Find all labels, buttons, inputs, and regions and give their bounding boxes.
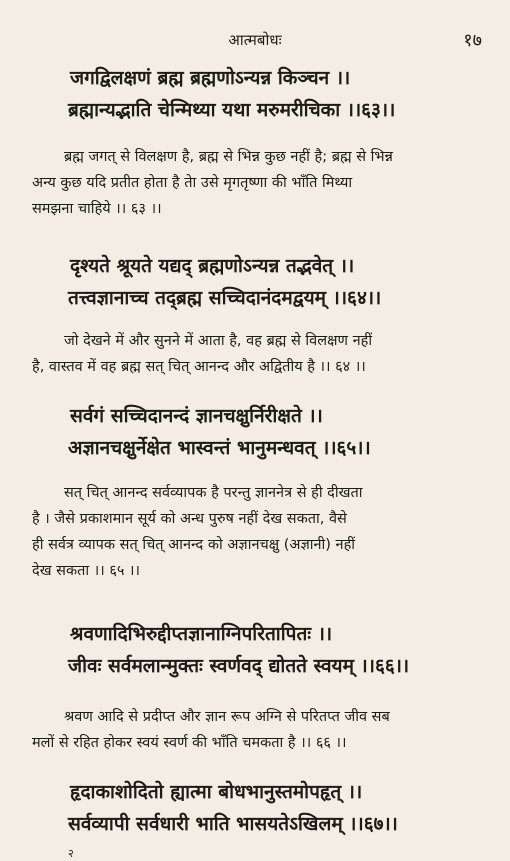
verse-line: श्रवणादिभिरुद्दीप्तज्ञानाग्निपरितापितः ।। <box>70 623 333 645</box>
footer-mark: २ <box>68 847 74 860</box>
verse-line: ब्रह्मान्यद्भाति चेन्मिथ्या यथा मरुमरीचिका ।।६३।। <box>68 99 396 121</box>
verse-63 <box>0 62 510 126</box>
page-header <box>0 30 510 54</box>
commentary-line: अन्य कुछ यदि प्रतीत होता है तेा उसे मृगतृष्णा की भाँति मिथ्या <box>32 175 353 191</box>
commentary-line: जो देखने में और सुनने में आता है, वह ब्रह्म से विलक्षण नहीं <box>64 333 373 349</box>
verse-line: तत्त्वज्ञानाच्च तद्ब्रह्म सच्चिदानंदमद्वयम् ।।६४।। <box>68 287 382 309</box>
verse-line: सर्वगं सच्चिदानन्दं ज्ञानचक्षुर्निरीक्षते ।। <box>70 405 323 427</box>
commentary-63 <box>0 144 510 222</box>
commentary-line: श्रवण आदि से प्रदीप्त और ज्ञान रूप अग्नि से परितप्त जीव सब <box>64 709 390 725</box>
verse-line: हृदाकाशोदितो ह्यात्मा बोधभानुस्तमोपहृत् ।। <box>70 781 363 803</box>
commentary-line: ही सर्वत्र व्यापक सत् चित् आनन्द को अज्ञानचक्षु (अज्ञानी) नहीं <box>32 537 356 553</box>
verse-line: दृश्यते श्रूयते यद्यद् ब्रह्मणोऽन्यन्न तद्भवेत् ।। <box>70 255 355 277</box>
verse-line: जगद्विलक्षणं ब्रह्म ब्रह्मणोऽन्यन्न किञ्चन ।। <box>70 67 351 89</box>
running-title: आत्मबोधः <box>228 31 282 49</box>
commentary-line: ब्रह्म जगत् से विलक्षण है, ब्रह्म से भिन्न कुछ नहीं है; ब्रह्म से भिन्न <box>64 149 393 165</box>
verse-line: अज्ञानचक्षुर्नेक्षेत भास्वन्तं भानुमन्धवत् ।।६५।। <box>68 437 371 459</box>
commentary-65 <box>0 480 510 584</box>
verse-66 <box>0 618 510 682</box>
commentary-66 <box>0 704 510 756</box>
verse-67 <box>0 776 510 840</box>
commentary-line: है, वास्तव में वह ब्रह्म सत् चित् आनन्द और अद्वितीय है ।। ६४ ।। <box>32 359 366 375</box>
commentary-line: मलों से रहित होकर स्वयं स्वर्ण की भाँति चमकता है ।। ६६ ।। <box>32 735 347 751</box>
verse-line: जीवः सर्वमलान्मुक्तः स्वर्णवद् द्योतते स्वयम् ।।६६।। <box>68 655 410 677</box>
verse-line: सर्वव्यापी सर्वधारी भाति भासयतेऽखिलम् ।।६७।। <box>68 813 398 835</box>
verse-65 <box>0 400 510 464</box>
verse-64 <box>0 250 510 314</box>
commentary-line: सत् चित् आनन्द सर्वव्यापक है परन्तु ज्ञाननेत्र से ही दीखता <box>64 485 363 501</box>
page-number: १७ <box>463 30 482 51</box>
commentary-64 <box>0 328 510 380</box>
commentary-line: समझना चाहिये ।। ६३ ।। <box>32 201 162 217</box>
commentary-line: देख सकता ।। ६५ ।। <box>32 563 141 579</box>
commentary-line: है । जैसे प्रकाशमान सूर्य को अन्ध पुरुष नहीं देख सकता, वैसे <box>32 511 347 527</box>
